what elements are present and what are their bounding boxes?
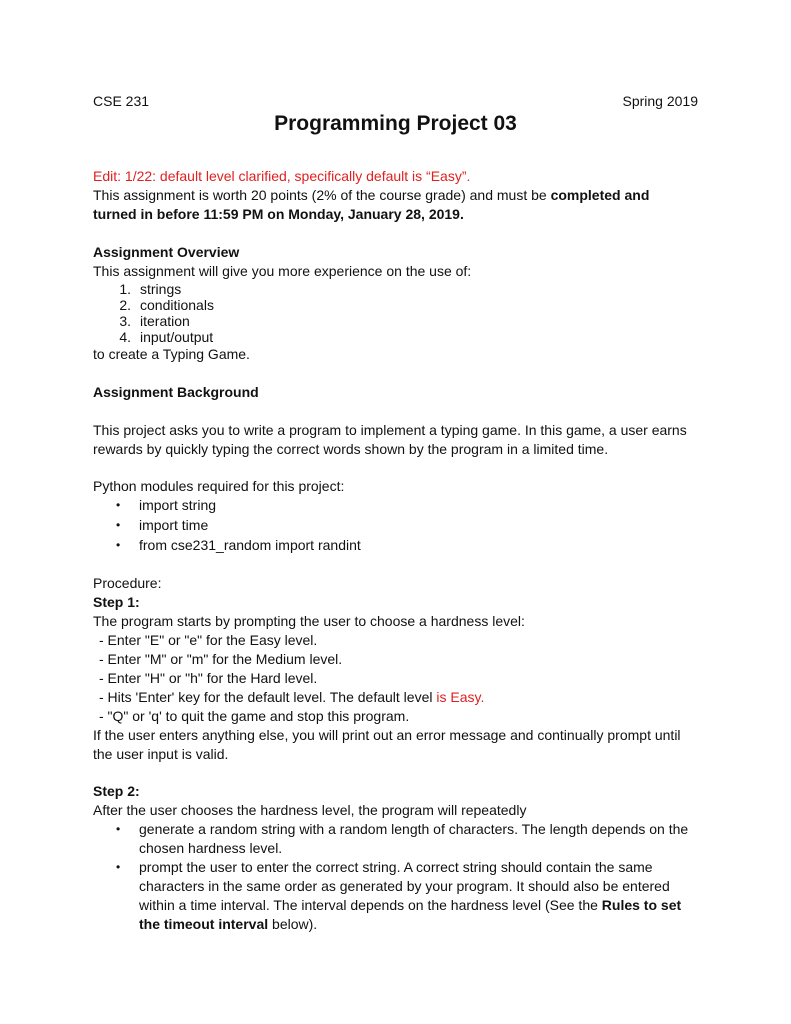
step1-option-easy: - Enter "E" or "e" for the Easy level. bbox=[99, 632, 318, 648]
line3-bold: Rules to set bbox=[601, 897, 682, 913]
background-para-2: rewards by quickly typing the correct words shown by the program in a limited time. bbox=[93, 441, 609, 457]
overview-heading: Assignment Overview bbox=[93, 244, 240, 260]
bullet-icon: • bbox=[116, 538, 121, 552]
module-text: import string bbox=[139, 497, 217, 513]
list-text: strings bbox=[140, 281, 182, 297]
list-number: 3. bbox=[119, 313, 131, 329]
intro-text: This assignment is worth 20 points (2% of the course grade) and must be bbox=[93, 187, 551, 203]
step2-bullet-2-line-3 bbox=[139, 896, 681, 914]
list-text: conditionals bbox=[140, 297, 214, 313]
procedure-label: Procedure: bbox=[93, 575, 162, 591]
course-code: CSE 231 bbox=[93, 93, 150, 109]
line3-text: within a time interval. The interval depends on the hardness level (See the bbox=[139, 897, 602, 913]
module-text: import time bbox=[139, 517, 209, 533]
intro-line-1 bbox=[93, 186, 649, 204]
list-number: 2. bbox=[119, 297, 131, 313]
bullet-icon: • bbox=[116, 860, 121, 874]
step1-lead: The program starts by prompting the user to choose a hardness level: bbox=[93, 613, 525, 629]
step1-option-medium: - Enter "M" or "m" for the Medium level. bbox=[99, 651, 343, 667]
step1-option-hard: - Enter "H" or "h" for the Hard level. bbox=[99, 670, 318, 686]
bullet-icon: • bbox=[116, 822, 121, 836]
list-number: 1. bbox=[119, 281, 131, 297]
step2-bullet-1-line-1: generate a random string with a random length of characters. The length depends on the bbox=[139, 821, 689, 837]
module-text: from cse231_random import randint bbox=[139, 537, 361, 553]
step2-bullet-2-line-2: characters in the same order as generated by your program. It should also be entered bbox=[139, 878, 670, 894]
default-level-red: is Easy. bbox=[436, 689, 485, 705]
step2-bullet-2-line-4 bbox=[139, 915, 317, 933]
step1-option-default bbox=[99, 688, 484, 706]
line4-text: below). bbox=[268, 916, 318, 932]
overview-lead: This assignment will give you more experience on the use of: bbox=[93, 263, 472, 279]
modules-lead: Python modules required for this project: bbox=[93, 478, 345, 494]
list-text: input/output bbox=[140, 329, 214, 345]
step2-lead: After the user chooses the hardness level, the program will repeatedly bbox=[93, 802, 527, 818]
step1-error-2: the user input is valid. bbox=[93, 746, 229, 762]
step1-option-quit: - "Q" or 'q' to quit the game and stop this program. bbox=[99, 708, 410, 724]
step2-bullet-1-line-2: chosen hardness level. bbox=[139, 840, 283, 856]
step2-heading: Step 2: bbox=[93, 783, 140, 799]
step2-bullet-2-line-1: prompt the user to enter the correct string. A correct string should contain the same bbox=[139, 859, 653, 875]
list-text: iteration bbox=[140, 313, 190, 329]
bullet-icon: • bbox=[116, 498, 121, 512]
bullet-icon: • bbox=[116, 518, 121, 532]
background-heading: Assignment Background bbox=[93, 384, 259, 400]
step1-heading: Step 1: bbox=[93, 594, 140, 610]
list-number: 4. bbox=[119, 329, 131, 345]
background-para-1: This project asks you to write a program to implement a typing game. In this game, a user earns bbox=[93, 422, 687, 438]
overview-closing: to create a Typing Game. bbox=[93, 346, 250, 362]
line4-bold: the timeout interval bbox=[139, 916, 269, 932]
step1-error-1: If the user enters anything else, you will print out an error message and continually prompt until bbox=[93, 727, 681, 743]
intro-bold: completed and bbox=[550, 187, 650, 203]
edit-note: Edit: 1/22: default level clarified, specifically default is “Easy”. bbox=[93, 168, 471, 184]
default-text: - Hits 'Enter' key for the default level. The default level bbox=[99, 689, 437, 705]
page-title: Programming Project 03 bbox=[274, 112, 517, 135]
term-label: Spring 2019 bbox=[622, 93, 698, 109]
intro-deadline: turned in before 11:59 PM on Monday, January 28, 2019. bbox=[93, 206, 464, 222]
